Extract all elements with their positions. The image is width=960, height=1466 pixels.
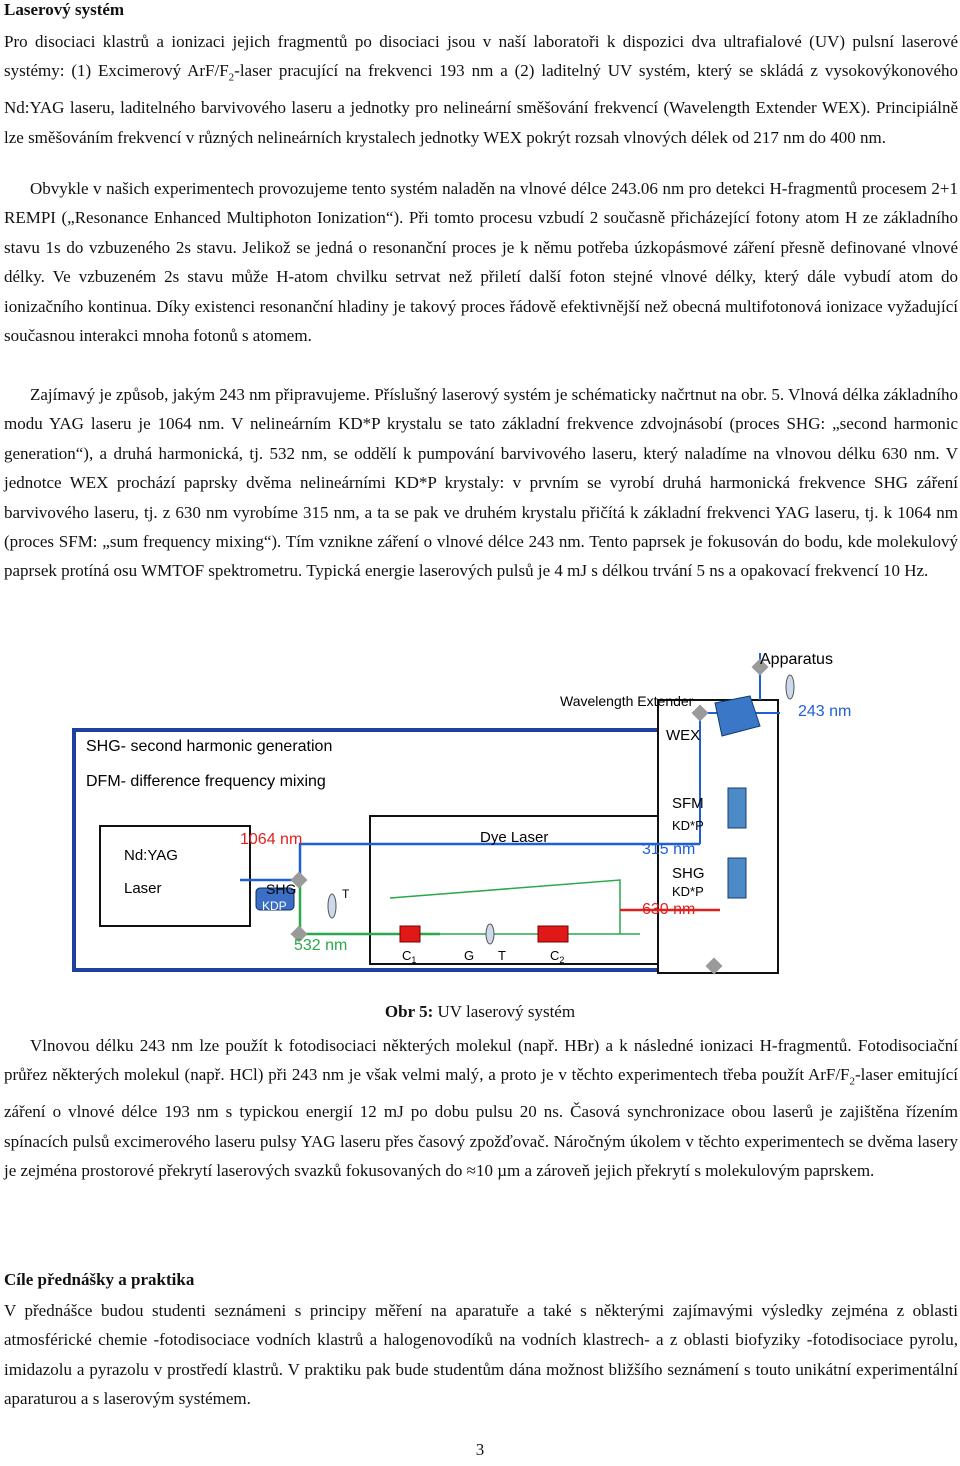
dye-cell-c2 xyxy=(538,926,568,942)
paragraph-photodissociation xyxy=(4,1031,958,1185)
label-shg-kdp: SHG xyxy=(266,881,297,897)
label-1064nm: 1064 nm xyxy=(240,831,303,848)
subscript-2b: 2 xyxy=(849,1075,856,1088)
lens xyxy=(486,924,494,944)
lens xyxy=(786,675,794,699)
subscript-2: 2 xyxy=(228,71,235,84)
shg-wex-crystal xyxy=(728,858,746,898)
label-dye-laser: Dye Laser xyxy=(480,829,549,846)
label-shg-wex: SHG xyxy=(672,865,705,882)
paragraph-intro xyxy=(4,27,958,152)
label-grating: G xyxy=(464,948,475,963)
label-ndyag: Nd:YAG xyxy=(124,847,178,864)
lens xyxy=(328,894,336,918)
label-kdp-2: KD*P xyxy=(672,884,704,899)
paragraph-photodissociation-text-b: -laser emitující záření o vlnové délce 193 nm s typickou energií 12 mJ po dobu pulsu 20 ns. Časová synchronizace obou laserů je zajištěna řízením spínacích pulsů excimerového laseru pulsy YAG laseru přes časový zpožďovač. Náročným úkolem v těchto experimentech se dvěma lasery je zejména prostorové překrytí laserových svazků fokusovaných do ≈10 µm a zároveň jejich překrytí s molekulovým paprskem. xyxy=(4,1065,958,1181)
label-apparatus: Apparatus xyxy=(760,651,833,668)
ndyag-box xyxy=(100,826,250,926)
label-243nm: 243 nm xyxy=(798,703,852,720)
paragraph-photodissociation-text-a: Vlnovou délku 243 nm lze použít k fotodisociaci některých molekul (např. HBr) a k následné ionizaci H-fragmentů. Fotodisociační průřez některých molekul (např. HCl) při 243 nm je však velmi malý, a proto je v těchto experimentech třeba použít ArF/F xyxy=(4,1036,958,1085)
label-315nm: 315 nm xyxy=(642,841,696,858)
paragraph-rempi: Obvykle v našich experimentech provozujeme tento systém naladěn na vlnové délce 243.06 nm pro detekci H-fragmentů procesem 2+1 REMPI („Resonance Enhanced Multiphoton Ionization“). Při tomto procesu vzbudí 2 současně přicházející fotony atom H ze základního stavu 1s do vzbuzeného 2s stavu. Jelikož se jedná o resonanční proces je k němu potřeba úzkopásmové záření přesně definované vlnové délky. Ve vzbuzeném 2s stavu může H-atom chvilku setrvat než přiletí další foton stejné vlnové délky, který dále vybudí atom do ionizačního kontinua. Díky existenci resonanční hladiny je takový proces řádově efektivnější než obecná multifotonová ionizace vyžadující současnou interakci mnoha fotonů s atomem. xyxy=(4,179,958,346)
section-heading-goals: Cíle přednášky a praktika xyxy=(4,1270,195,1289)
laser-system-diagram xyxy=(60,648,960,993)
label-c1-letter: C xyxy=(402,948,412,963)
page-number: 3 xyxy=(475,1440,485,1459)
label-wavelength-extender: Wavelength Extender xyxy=(560,693,694,709)
section-heading-laser-system: Laserový systém xyxy=(4,0,125,19)
figure-caption-text: UV laserový systém xyxy=(433,1002,576,1021)
figure-caption-label: Obr 5: xyxy=(384,1002,434,1021)
label-laser: Laser xyxy=(124,880,162,897)
label-sfm: SFM xyxy=(672,795,704,812)
label-c2-subscript: 2 xyxy=(559,955,565,965)
figure-caption xyxy=(0,1002,960,1022)
dye-cell-c1 xyxy=(400,926,420,942)
paragraph-intro-text-b: -laser pracující na frekvenci 193 nm a (2) laditelný UV systém, který se skládá z vysokovýkonového Nd:YAG laseru, laditelného barvivového laseru a jednotky pro nelineární směšování frekvencí (Wavelength Extender WEX). Principiálně lze směšováním frekvencí v různých nelineárních krystalech jednotky WEX pokrýt rozsah vlnových délek od 217 nm do 400 nm. xyxy=(4,61,959,147)
legend-dfm: DFM- difference frequency mixing xyxy=(86,773,326,790)
legend-shg: SHG- second harmonic generation xyxy=(86,738,333,755)
label-telescope-2: T xyxy=(498,948,506,963)
label-kdp-1: KD*P xyxy=(672,818,704,833)
paragraph-243nm: Zajímavý je způsob, jakým 243 nm připravujeme. Příslušný laserový systém je schématicky načrtnut na obr. 5. Vlnová délka základního modu YAG laseru je 1064 nm. V nelineárním KD*P krystalu se tato základní frekvence zdvojnásobí (proces SHG: „second harmonic generation“), a druhá harmonická, tj. 532 nm, se oddělí k pumpování barvivového laseru, který naladíme na vlnovou délku 630 nm. V jednotce WEX prochází paprsky dvěma nelineárními KD*P krystaly: v prvním se vyrobí druhá harmonická frekvence SHG záření barvivového laseru, tj. z 630 nm vyrobíme 315 nm, a ta se pak ve druhém krystalu přičítá k základní frekvenci YAG laseru, tj. k 1064 nm (proces SFM: „sum frequency mixing“). Tím vznikne záření o vlnové délce 243 nm. Tento paprsek je fokusován do bodu, kde molekulový paprsek protíná osu WMTOF spektrometru. Typická energie laserových pulsů je 4 mJ s délkou trvání 5 ns a opakovací frekvencí 10 Hz. xyxy=(4,385,958,581)
label-wex: WEX xyxy=(666,727,701,744)
paragraph-goals: V přednášce budou studenti seznámeni s principy měření na aparatuře a také s některými zajímavými výsledky zejména z oblasti atmosférické chemie -fotodisociace vodních klastrů a halogenovodíků na vodních klastrech- a z oblasti biofyziky -fotodisociace pyrolu, imidazolu a pyrazolu v prostředí klastrů. V praktiku pak bude studentům dána možnost bližšího seznámení s touto unikátní experimentální aparaturou a s laserovým systémem. xyxy=(4,1301,958,1409)
paragraph-intro-text-a: Pro disociaci klastrů a ionizaci jejich fragmentů po disociaci jsou v naší laboratoři k dispozici dva ultrafialové (UV) pulsní laserové systémy: (1) Excimerový ArF/F xyxy=(4,32,958,81)
label-c1-subscript: 1 xyxy=(411,955,417,965)
label-kdp: KDP xyxy=(262,899,287,913)
label-630nm: 630 nm xyxy=(642,901,696,918)
label-c2-letter: C xyxy=(550,948,560,963)
label-telescope-1: T xyxy=(342,887,350,901)
label-532nm: 532 nm xyxy=(294,937,348,954)
sfm-crystal xyxy=(728,788,746,828)
